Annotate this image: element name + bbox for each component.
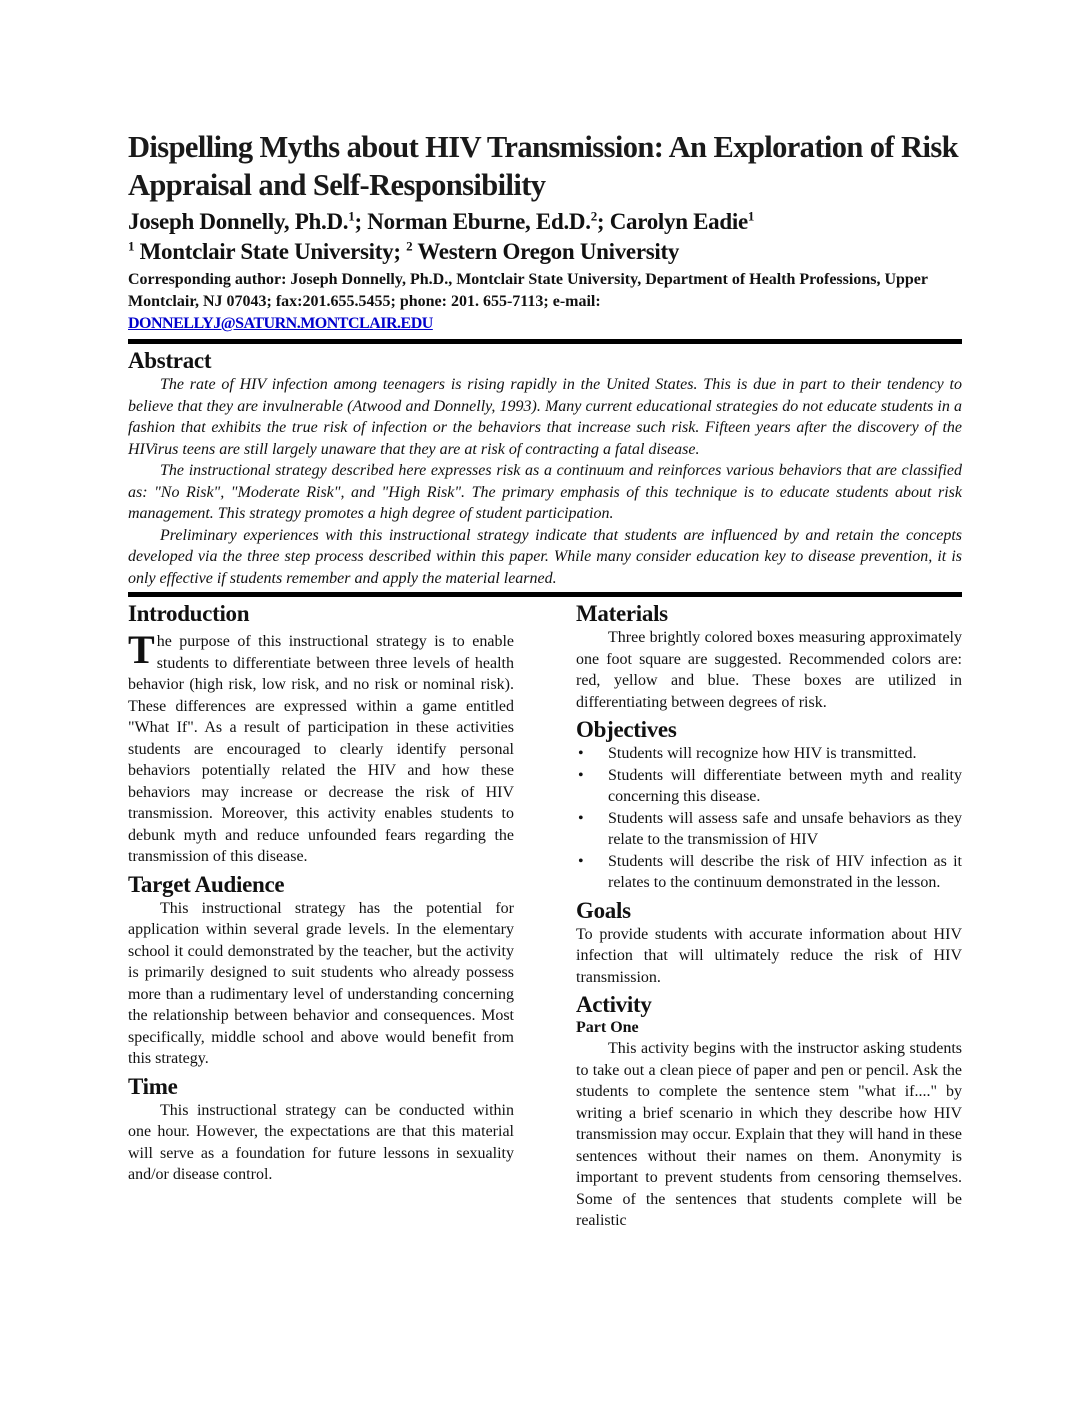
introduction-heading: Introduction	[128, 601, 250, 626]
left-column	[128, 601, 514, 1186]
author-affiliation-marker: 2	[590, 208, 597, 224]
author-name: Norman Eburne, Ed.D.	[367, 209, 591, 234]
corresponding-author	[128, 269, 962, 335]
email-link[interactable]: DONNELLYJ@SATURN.MONTCLAIR.EDU	[128, 315, 433, 332]
abstract-heading: Abstract	[128, 348, 212, 373]
paper-title: Dispelling Myths about HIV Transmission: An Exploration of Risk Appraisal and Self-Responsibility	[128, 130, 958, 202]
author-name: Carolyn Eadie	[609, 209, 748, 234]
time-paragraph: This instructional strategy can be conducted within one hour. However, the expectations are that this material will serve as a foundation for future lessons in sexuality and/or disease control.	[128, 1101, 514, 1183]
author-name: Joseph Donnelly, Ph.D.	[128, 209, 349, 234]
materials-paragraph: Three brightly colored boxes measuring approximately one foot square are suggested. Recommended colors are: red, yellow and blue. These boxes are utilized in differentiating between degrees of risk.	[576, 629, 962, 711]
introduction-text: he purpose of this instructional strategy is to enable students to differentiate between three levels of health behavior (high risk, low risk, and no risk or nominal risk). These differences are expressed within a game entitled "What If". As a result of participation in these activities students are encouraged to clearly identify personal behaviors potentially related the HIV and how these behaviors may increase or decrease the risk of HIV transmission. Moreover, this activity enables students to debunk myth and reduce unfounded fears regarding the transmission of this disease.	[128, 633, 514, 865]
list-item-text: Students will recognize how HIV is transmitted.	[608, 745, 917, 762]
bullet-icon: •	[578, 809, 584, 827]
list-item	[576, 765, 962, 808]
section-divider	[128, 339, 962, 344]
section-divider	[128, 592, 962, 597]
abstract-paragraph: Preliminary experiences with this instructional strategy indicate that students are influenced by and retain the concepts developed via the three step process described within this paper. While many consider education key to disease prevention, it is only effective if students remember and apply the material learned.	[128, 526, 962, 587]
corresponding-author-text: Corresponding author: Joseph Donnelly, Ph.D., Montclair State University, Department of Health Professions, Upper Montclair, NJ 07043; fax:201.655.5455; phone: 201. 655-7113; e-mail:	[128, 271, 928, 310]
abstract-section	[128, 348, 962, 589]
affiliation-name: Western Oregon University	[412, 239, 680, 264]
list-item	[576, 808, 962, 851]
list-item-text: Students will assess safe and unsafe behaviors as they relate to the transmission of HIV	[608, 809, 962, 848]
author-separator: ;	[596, 209, 610, 234]
author-separator: ;	[354, 209, 368, 234]
affiliation-marker: 2	[406, 238, 413, 254]
abstract-paragraph: The rate of HIV infection among teenagers is rising rapidly in the United States. This is due in part to their tendency to believe that they are invulnerable (Atwood and Donnelly, 1993). Many current educational strategies do not educate students in a fashion that exhibits the true risk of infection or the behaviors that increase such risk. Fifteen years after the discovery of the HIVirus teens are still largely unaware that they are at risk of contracting a fatal disease.	[128, 376, 962, 458]
list-item-text: Students will differentiate between myth and reality concerning this disease.	[608, 766, 962, 805]
target-audience-heading: Target Audience	[128, 871, 285, 897]
introduction-paragraph	[128, 627, 514, 868]
drop-cap: T	[128, 627, 155, 672]
bullet-icon: •	[578, 745, 584, 762]
activity-heading: Activity	[576, 992, 652, 1017]
bullet-icon: •	[578, 766, 584, 784]
materials-heading: Materials	[576, 601, 668, 626]
author-affiliation-marker: 1	[747, 208, 755, 224]
target-audience-paragraph: This instructional strategy has the potential for application within several grade levels. In the elementary school it could demonstrated by the teacher, but the activity is primarily designed to suit students who already possess more than a rudimentary level of understanding concerning the relationship between behavior and consequences. Most specifically, middle school and above would benefit from this strategy.	[128, 899, 514, 1067]
objectives-heading: Objectives	[576, 717, 677, 742]
list-item	[576, 743, 962, 765]
activity-subheading: Part One	[576, 1019, 639, 1036]
abstract-paragraph: The instructional strategy described here expresses risk as a continuum and reinforces various behaviors that are classified as: "No Risk", "Moderate Risk", and "High Risk". The primary emphasis of this technique is to educate students about risk management. This strategy promotes a high degree of student participation.	[128, 462, 962, 522]
author-affiliation-marker: 1	[348, 208, 355, 224]
affiliation-list	[128, 237, 962, 267]
affiliation-name: Montclair State University;	[134, 239, 407, 264]
list-item-text: Students will describe the risk of HIV infection as it relates to the continuum demonstrated in the lesson.	[608, 852, 962, 891]
activity-paragraph: This activity begins with the instructor asking students to take out a clean piece of paper and pen or pencil. Ask the students to complete the sentence stem "what if...." by writing a brief scenario in which they describe how HIV transmission may occur. Explain that they will hand in these sentences without their names on them. Anonymity is important to prevent students from censoring themselves. Some of the sentences that students complete will be realistic	[576, 1040, 962, 1229]
right-column	[576, 601, 962, 1232]
author-list	[128, 206, 962, 237]
paper-page	[128, 128, 962, 1261]
affiliation-marker: 1	[128, 238, 135, 254]
goals-heading: Goals	[576, 897, 631, 923]
goals-paragraph: To provide students with accurate information about HIV infection that will ultimately reduce the risk of HIV transmission.	[576, 925, 962, 986]
objectives-list	[576, 743, 962, 894]
bullet-icon: •	[578, 852, 584, 870]
two-column-body	[128, 601, 962, 1261]
list-item	[576, 851, 962, 894]
time-heading: Time	[128, 1073, 178, 1099]
